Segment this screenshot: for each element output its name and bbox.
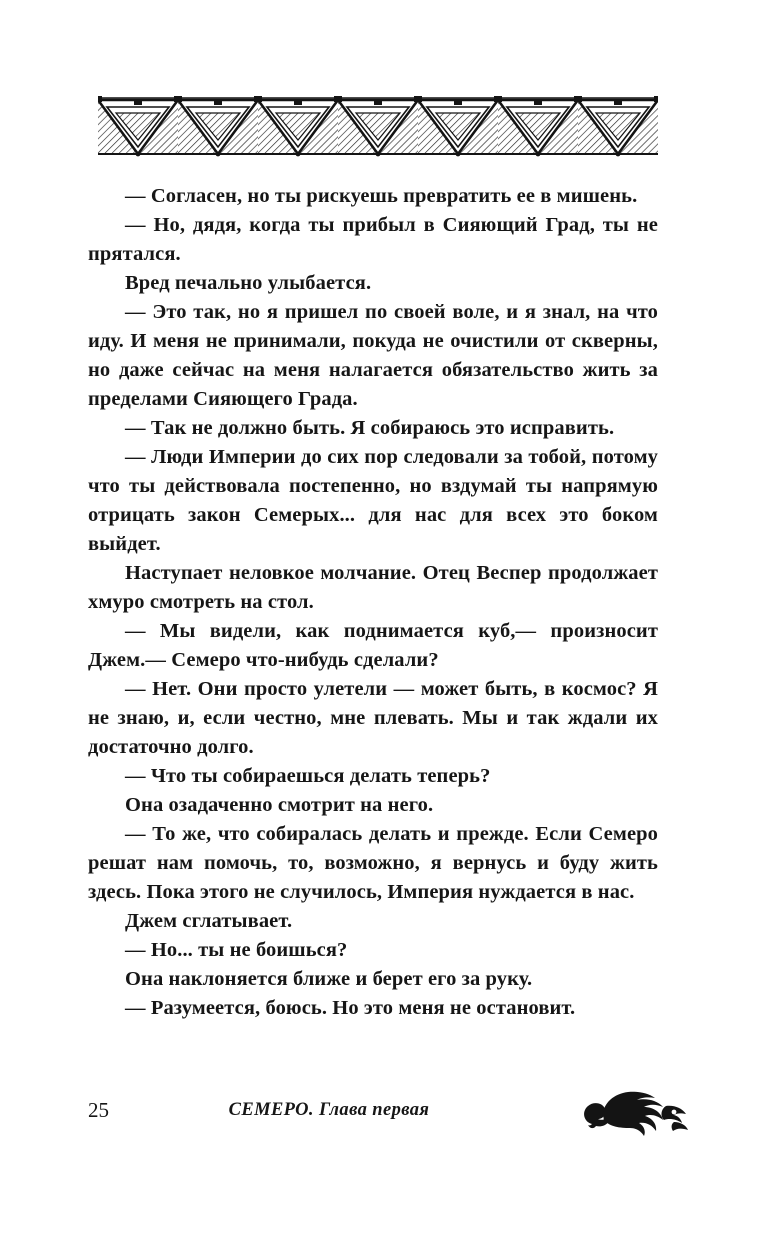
paragraph: — Но, дядя, когда ты прибыл в Сияющий Град, ты не прятался. (88, 214, 658, 265)
paragraph: — Согласен, но ты рискуешь превратить ее в мишень. (125, 185, 638, 207)
paragraph: Она озадаченно смотрит на него. (125, 794, 434, 816)
running-title: СЕМЕРО. Глава первая (228, 1100, 430, 1120)
paragraph: Она наклоняется ближе и берет его за руку. (125, 968, 533, 990)
dragon-icon (578, 1076, 698, 1148)
ornament-band (98, 96, 658, 160)
paragraph: — Но... ты не боишься? (125, 939, 348, 961)
page-number: 25 (88, 1098, 109, 1122)
body-text (88, 182, 658, 1023)
paragraph: Вред печально улыбается. (125, 272, 372, 294)
paragraph: — Так не должно быть. Я собираюсь это исправить. (125, 417, 615, 439)
paragraph: — Разумеется, боюсь. Но это меня не остановит. (125, 997, 576, 1019)
page-footer (88, 1082, 680, 1152)
paragraph: — Нет. Они просто улетели — может быть, в космос? Я не знаю, и, если честно, мне плевать. Мы и так ждали их достаточно долго. (88, 678, 658, 758)
paragraph: — Что ты собираешься делать теперь? (125, 765, 491, 787)
paragraph: — Это так, но я пришел по своей воле, и я знал, на что иду. И меня не принимали, покуда не очистили от скверны, но даже сейчас на меня налагается обязательство жить за пределами Сияющего Града. (88, 301, 658, 410)
paragraph: Наступает неловкое молчание. Отец Веспер продолжает хмуро смотреть на стол. (88, 562, 658, 613)
paragraph: Джем сглатывает. (125, 910, 293, 932)
paragraph: — Мы видели, как поднимается куб,— произносит Джем.— Семеро что-нибудь сделали? (88, 620, 658, 671)
paragraph: — Люди Империи до сих пор следовали за тобой, потому что ты действовала постепенно, но вздумай ты напрямую отрицать закон Семерых... для нас для всех это боком выйдет. (88, 446, 658, 555)
paragraph: — То же, что собиралась делать и прежде. Если Семеро решат нам помочь, то, возможно, я вернусь и буду жить здесь. Пока этого не случилось, Империя нуждается в нас. (88, 823, 658, 903)
triangle-zigzag-ornament-icon (98, 96, 658, 160)
